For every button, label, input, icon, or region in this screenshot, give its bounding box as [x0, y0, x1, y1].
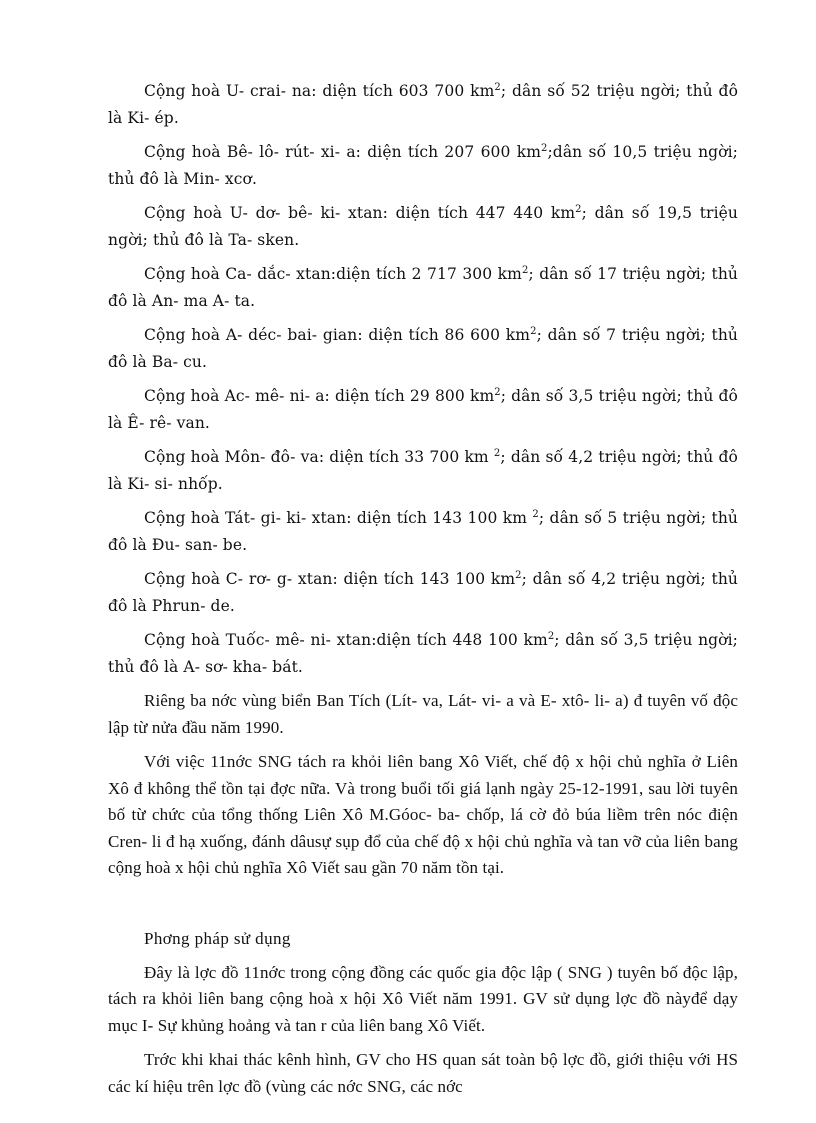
- republic-text: Cộng hoà Tát- gi- ki- xtan: diện tích 143 100 km: [144, 509, 533, 527]
- republic-text: Cộng hoà Ac- mê- ni- a: diện tích 29 800 km: [144, 387, 495, 405]
- republic-paragraph-turkmenistan: [108, 627, 738, 680]
- superscript: 2: [494, 81, 501, 93]
- superscript: 2: [575, 203, 582, 215]
- republic-text-rest: ; dân số 5 triệu ngời; thủ đô là Đu- san- be.: [108, 509, 738, 554]
- republic-text-rest: ; dân số 19,5 triệu ngời; thủ đô là Ta- sken.: [108, 204, 738, 249]
- collapse-paragraph: Với việc 11nớc SNG tách ra khỏi liên bang Xô Viết, chế độ x hội chủ nghĩa ở Liên Xô đ không thể tồn tại đợc nữa. Và trong buổi tối giá lạnh ngày 25-12-1991, sau lời tuyên bố từ chức của tổng thống Liên Xô M.Góoc- ba- chốp, lá cờ đỏ búa liềm trên nóc điện Cren- li đ hạ xuống, đánh dâusự sụp đổ của chế độ x hội chủ nghĩa và tan vỡ của liên bang cộng hoà x hội chủ nghĩa Xô Viết sau gần 70 năm tồn tại.: [108, 752, 738, 877]
- republic-paragraph-ukraine: [108, 78, 738, 131]
- republic-text: Cộng hoà Tuốc- mê- ni- xtan:diện tích 448 100 km: [144, 631, 548, 649]
- republic-paragraph-armenia: [108, 383, 738, 436]
- republic-text-rest: ; dân số 4,2 triệu ngời; thủ đô là Phrun- de.: [108, 570, 738, 615]
- superscript: 2: [493, 447, 501, 459]
- republic-paragraph-kyrgyzstan: [108, 566, 738, 619]
- method-paragraph-usage: Trớc khi khai thác kênh hình, GV cho HS quan sát toàn bộ lợc đồ, giới thiệu với HS các kí hiệu trên lợc đồ (vùng các nớc SNG, các nớc: [108, 1050, 738, 1096]
- superscript: 2: [532, 508, 539, 520]
- republic-text: Cộng hoà Bê- lô- rút- xi- a: diện tích 207 600 km: [144, 143, 542, 161]
- document-page: [108, 78, 738, 1108]
- superscript: 2: [494, 386, 501, 398]
- republic-text: Cộng hoà Môn- đô- va: diện tích 33 700 km: [144, 448, 494, 466]
- republic-text: Cộng hoà C- rơ- g- xtan: diện tích 143 100 km: [144, 570, 516, 588]
- baltic-paragraph: Riêng ba nớc vùng biển Ban Tích (Lít- va, Lát- vi- a và E- xtô- li- a) đ tuyên vố độc lập từ nửa đầu năm 1990.: [108, 691, 738, 737]
- republic-text-rest: ; dân số 52 triệu ngời; thủ đô là Ki- ép.: [108, 82, 738, 127]
- republic-text-rest: ; dân số 3,5 triệu ngời; thủ đô là Ê- rê- van.: [108, 387, 738, 432]
- superscript: 2: [530, 325, 537, 337]
- republic-paragraph-tajikistan: [108, 505, 738, 558]
- republic-paragraph-azerbaijan: [108, 322, 738, 375]
- superscript: 2: [521, 264, 529, 276]
- republic-paragraph-belarus: [108, 139, 738, 192]
- republic-text-rest: ; dân số 7 triệu ngời; thủ đô là Ba- cu.: [108, 326, 738, 371]
- republic-paragraph-kazakhstan: [108, 261, 738, 314]
- republic-text-rest: ; dân số 17 triệu ngời; thủ đô là An- ma A- ta.: [108, 265, 739, 310]
- republic-text: Cộng hoà Ca- dắc- xtan:diện tích 2 717 300 km: [144, 265, 522, 283]
- superscript: 2: [541, 142, 548, 154]
- republic-text-rest: ;dân số 10,5 triệu ngời; thủ đô là Min- xcơ.: [108, 143, 738, 188]
- superscript: 2: [515, 569, 522, 581]
- method-heading: Phơng pháp sử dụng: [144, 928, 291, 948]
- republic-text: Cộng hoà U- crai- na: diện tích 603 700 km: [144, 82, 495, 100]
- republic-text-rest: ; dân số 4,2 triệu ngời; thủ đô là Ki- si- nhốp.: [108, 448, 738, 493]
- republic-text: Cộng hoà A- déc- bai- gian: diện tích 86 600 km: [144, 326, 531, 344]
- method-paragraph-intro: Đây là lợc đồ 11nớc trong cộng đồng các quốc gia độc lập ( SNG ) tuyên bố độc lập, tách ra khỏi liên bang cộng hoà x hội Xô Viết năm 1991. GV sử dụng lợc đồ nàyđể dạy mục I- Sự khủng hoảng và tan r của liên bang Xô Viết.: [108, 962, 738, 1035]
- republic-paragraph-moldova: [108, 444, 738, 497]
- republic-text: Cộng hoà U- dơ- bê- ki- xtan: diện tích 447 440 km: [144, 204, 576, 222]
- superscript: 2: [547, 630, 555, 642]
- republic-text-rest: ; dân số 3,5 triệu ngời; thủ đô là A- sơ- kha- bát.: [108, 631, 738, 676]
- republic-paragraph-uzbekistan: [108, 200, 738, 253]
